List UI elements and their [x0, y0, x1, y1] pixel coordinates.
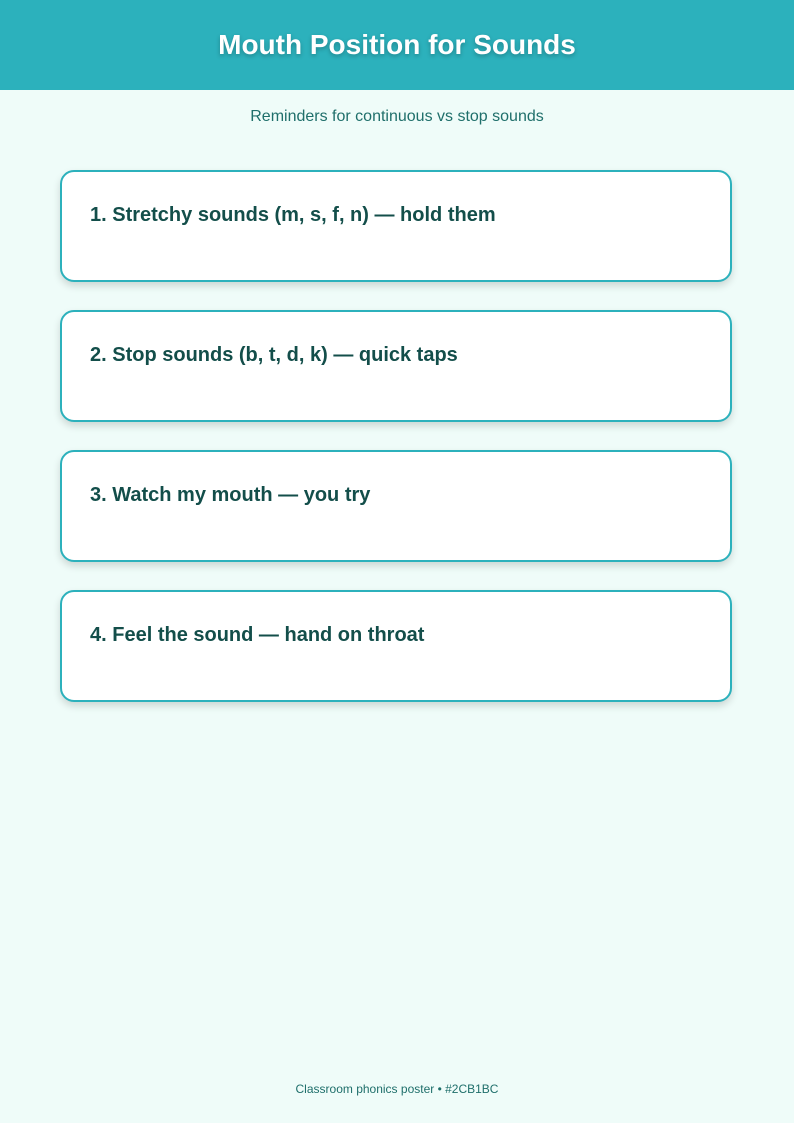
reminder-card [60, 590, 732, 702]
reminder-card-text: 4. Feel the sound — hand on throat [90, 624, 425, 646]
reminder-card-text: 2. Stop sounds (b, t, d, k) — quick taps [90, 344, 458, 366]
reminder-card-text: 3. Watch my mouth — you try [90, 484, 371, 506]
reminder-card [60, 170, 732, 282]
page-title: Mouth Position for Sounds [218, 29, 576, 60]
header-banner [0, 0, 794, 90]
reminder-card-text: 1. Stretchy sounds (m, s, f, n) — hold them [90, 204, 496, 226]
reminder-card [60, 310, 732, 422]
reminder-card [60, 450, 732, 562]
page-footer: Classroom phonics poster • #2CB1BC [295, 1082, 499, 1096]
page-subtitle: Reminders for continuous vs stop sounds [250, 108, 544, 125]
reminder-card-list [60, 170, 732, 730]
